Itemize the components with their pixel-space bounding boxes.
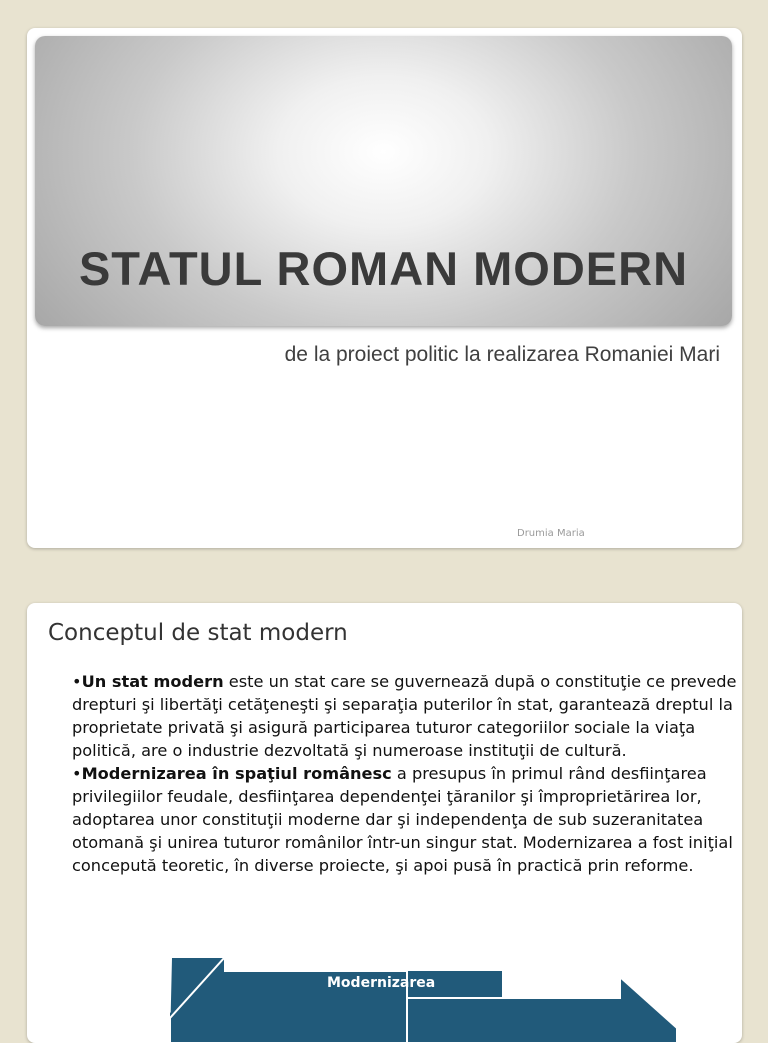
bullet-marker: • <box>72 764 82 783</box>
paragraph-text: este un stat care se guvernează după o constituţie ce prevede drepturi şi libertăţi cetăţeneşti şi separaţia puterilor în stat, garantează dreptul la proprietate privată şi asigură participarea tuturor categoriilor sociale la viaţa politică, are o industrie dezvoltată şi numeroase instituţii de cultură. <box>72 672 737 760</box>
bold-term: Modernizarea în spaţiul românesc <box>81 764 392 783</box>
bullet-marker: • <box>72 672 82 691</box>
bullet-paragraph <box>72 762 737 877</box>
slide-title: Conceptul de stat modern <box>48 620 348 646</box>
title-panel <box>35 36 732 326</box>
arrow-label: Modernizarea <box>327 975 436 991</box>
slide-concept <box>27 603 742 1043</box>
paragraph-text: a presupus în primul rând desfiinţarea privilegiilor feudale, desfiinţarea dependenţei ţăranilor şi împroprietărirea lor, adoptarea unor constituţii moderne dar şi independenţa de sub suzeranitatea otomană şi unirea tuturor românilor într-un singur stat. Modernizarea a fost iniţial concepută teoretic, în diverse proiecte, şi apoi pusă în practică prin reforme. <box>72 764 733 875</box>
slide-body <box>72 670 737 877</box>
slide-title <box>27 28 742 548</box>
author-name: Drumia Maria <box>517 528 585 539</box>
presentation-subtitle: de la proiect politic la realizarea Romaniei Mari <box>284 343 720 366</box>
presentation-title: STATUL ROMAN MODERN <box>78 242 689 295</box>
bullet-paragraph <box>72 670 737 762</box>
arrow-diagram <box>27 953 742 1043</box>
bold-term: Un stat modern <box>81 672 224 691</box>
